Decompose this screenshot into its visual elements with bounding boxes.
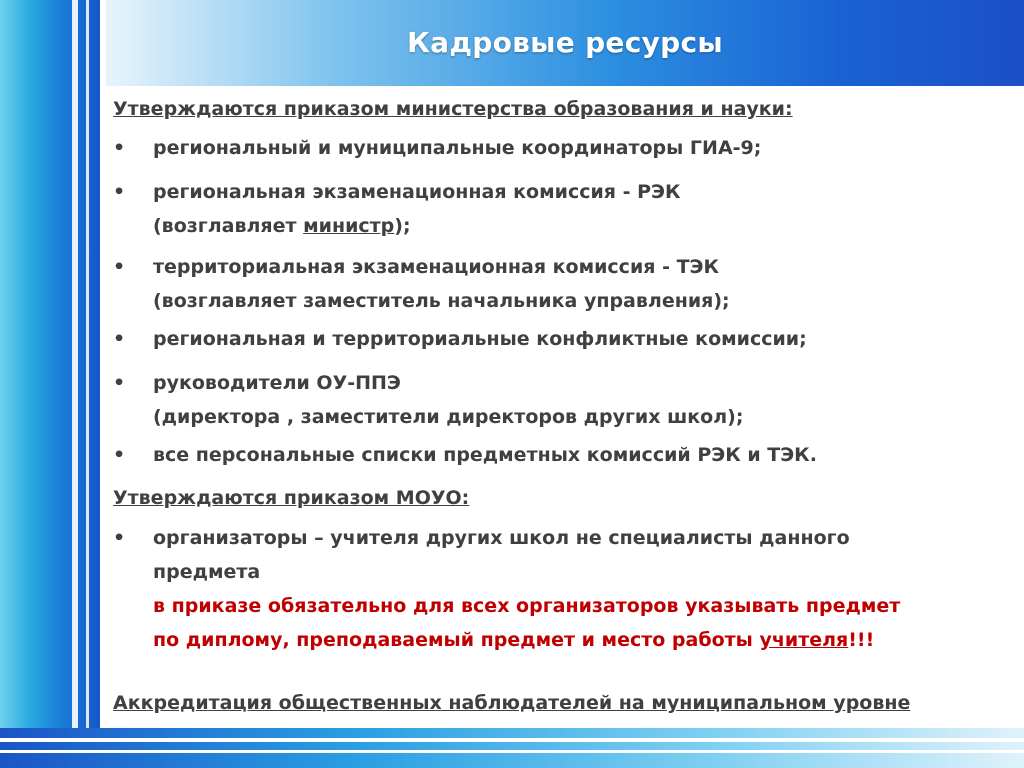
bottom-decorative-band <box>0 728 1024 768</box>
bottom-decorative-line <box>0 738 1024 742</box>
list-item-line: территориальная экзаменационная комиссия - ТЭК <box>153 256 720 278</box>
red-note-line: в приказе обязательно для всех организаторов указывать предмет <box>153 595 901 617</box>
list-item-line: (возглавляет заместитель начальника управления); <box>153 290 730 312</box>
bullet: • <box>113 328 126 350</box>
left-decorative-stripe <box>72 0 78 768</box>
bullet: • <box>113 372 126 394</box>
list-item-line: (директора , заместители директоров других школ); <box>153 406 744 428</box>
list-item-text <box>153 438 1013 472</box>
title-band <box>106 0 1024 86</box>
list-item-text <box>153 322 1013 356</box>
slide-title: Кадровые ресурсы <box>406 26 724 59</box>
list-item-line: предмета <box>153 561 261 583</box>
list-item-text <box>153 250 1013 318</box>
bullet: • <box>113 181 126 203</box>
bottom-decorative-line <box>0 750 1024 753</box>
list-item-line: региональный и муниципальные координаторы ГИА-9; <box>153 137 762 159</box>
list-item-line: региональная экзаменационная комиссия - РЭК <box>153 181 681 203</box>
section-heading-ministry: Утверждаются приказом министерства образования и науки: <box>113 98 793 120</box>
list-item-text <box>153 366 1013 434</box>
left-decorative-stripe <box>86 0 89 768</box>
left-decorative-band <box>0 0 100 768</box>
list-item-line: организаторы – учителя других школ не специалисты данного <box>153 527 850 549</box>
list-item-line: региональная и территориальные конфликтные комиссии; <box>153 328 807 350</box>
bullet: • <box>113 444 126 466</box>
list-item-line: (возглавляет министр); <box>153 215 411 237</box>
bullet: • <box>113 527 126 549</box>
list-item-line: руководители ОУ-ППЭ <box>153 372 401 394</box>
section-heading-accreditation[interactable]: Аккредитация общественных наблюдателей на муниципальном уровне <box>113 692 911 714</box>
minister-link[interactable]: министр <box>303 215 395 237</box>
list-item-text <box>153 521 1013 657</box>
section-heading-mouo: Утверждаются приказом МОУО: <box>113 487 470 509</box>
bullet: • <box>113 256 126 278</box>
bullet: • <box>113 137 126 159</box>
red-note-line: по диплому, преподаваемый предмет и место работы учителя!!! <box>153 629 875 651</box>
list-item-line: все персональные списки предметных комиссий РЭК и ТЭК. <box>153 444 817 466</box>
list-item-text <box>153 175 1013 243</box>
list-item-text <box>153 131 1013 165</box>
teacher-link[interactable]: учителя <box>759 629 849 651</box>
